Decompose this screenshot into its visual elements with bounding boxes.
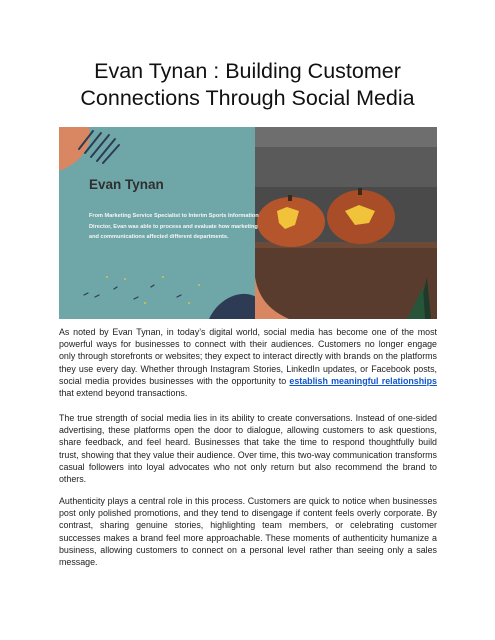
banner-person-name: Evan Tynan: [89, 177, 164, 192]
establish-relationships-link[interactable]: establish meaningful relationships: [289, 375, 437, 386]
header-banner-image: [59, 127, 437, 319]
paragraph-1-tail: that extend beyond transactions.: [59, 388, 188, 399]
paragraph-3: Authenticity plays a central role in this process. Customers are quick to notice when businesses post only polished promotions, and they tend to disengage if content feels overly corporate. By contrast, sharing genuine stories, highlighting team members, or celebrating customer successes makes a brand feel more approachable. These moments of authenticity humanize a business, allowing customers to connect on a personal level rather than seeing only a sales message.: [59, 496, 437, 568]
banner-description: From Marketing Service Specialist to Interim Sports Information Director, Evan was able to process and evaluate how marketing and communications affected different departments.: [89, 213, 259, 241]
document-title: [40, 58, 455, 112]
paragraph-1-text: As noted by Evan Tynan, in today’s digital world, social media has become one of the most powerful ways for businesses to connect with their audiences. Customers no longer engage only through storefronts or websites; they expect to interact directly with brands on the platforms they use every day. Whether through Instagram Stories, LinkedIn updates, or Facebook posts, social media provides businesses with the opportunity to: [59, 327, 437, 386]
title-line-2: Connections Through Social Media: [80, 86, 415, 110]
paragraph-2: The true strength of social media lies in its ability to create conversations. Instead of one-sided advertising, these platforms open the door to dialogue, allowing customers to ask questions, share feedback, and feel heard. Businesses that take the time to respond thoughtfully build trust, showing that they value their audience. Over time, this two-way communication transforms casual followers into loyal advocates who not only return but also recommend the brand to others.: [59, 413, 437, 485]
paragraph-1: [59, 326, 437, 399]
title-line-1: Evan Tynan : Building Customer: [94, 59, 401, 83]
